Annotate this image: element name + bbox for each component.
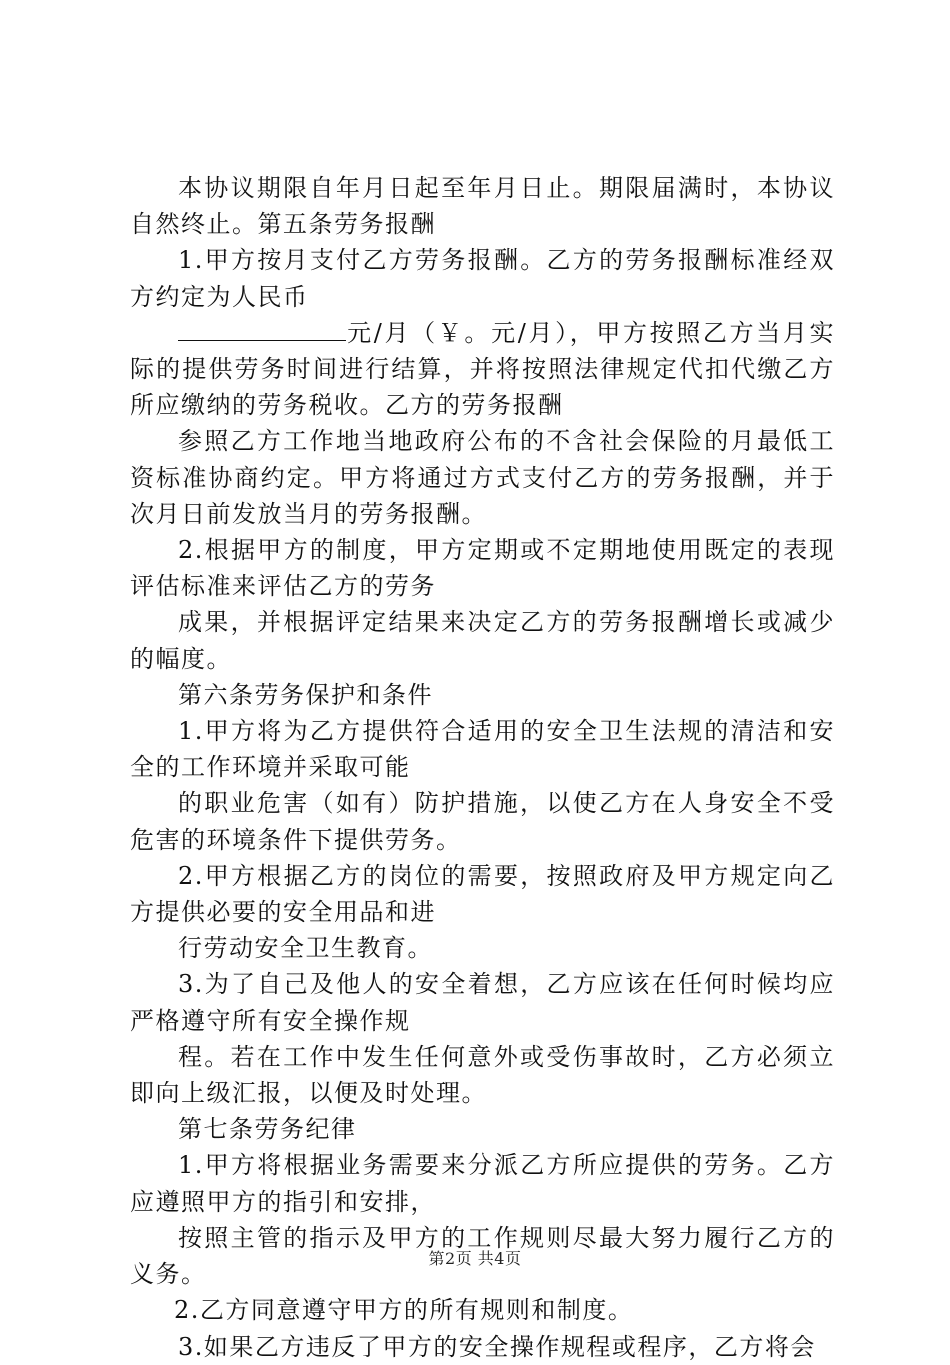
paragraph: 的职业危害（如有）防护措施，以使乙方在人身安全不受危害的环境条件下提供劳务。	[130, 789, 835, 854]
paragraph: 2.甲方根据乙方的岗位的需要，按照政府及甲方规定向乙方提供必要的安全用品和进	[130, 861, 835, 927]
paragraph: 成果，并根据评定结果来决定乙方的劳务报酬增长或减少的幅度。	[130, 608, 835, 673]
paragraph: 1.甲方将为乙方提供符合适用的安全卫生法规的清洁和安全的工作环境并采取可能	[130, 717, 835, 782]
paragraph: 行劳动安全卫生教育。	[178, 934, 433, 963]
section-heading: 第七条劳务纪律	[178, 1115, 357, 1144]
fill-in-blank-line	[178, 320, 346, 341]
paragraph-text: 元/月（￥。元/月），甲方按照乙方当月实际的提供劳务时间进行结算，并将按照法律规定代扣代缴乙方所应缴纳的劳务税收。乙方的劳务报酬	[130, 318, 835, 420]
paragraph: 程。若在工作中发生任何意外或受伤事故时，乙方必须立即向上级汇报，以便及时处理。	[130, 1042, 835, 1108]
paragraph: 2.乙方同意遵守甲方的所有规则和制度。	[174, 1296, 634, 1325]
paragraph: 按照主管的指示及甲方的工作规则尽最大努力履行乙方的义务。	[130, 1223, 835, 1289]
document-body	[130, 170, 835, 1365]
paragraph: 1.甲方按月支付乙方劳务报酬。乙方的劳务报酬标准经双方约定为人民币	[130, 246, 835, 311]
section-heading: 第六条劳务保护和条件	[178, 680, 433, 709]
paragraph-with-blank	[130, 315, 835, 424]
paragraph: 2.根据甲方的制度，甲方定期或不定期地使用既定的表现评估标准来评估乙方的劳务	[130, 536, 835, 601]
paragraph: 参照乙方工作地当地政府公布的不含社会保险的月最低工资标准协商约定。甲方将通过方式支付乙方的劳务报酬，并于次月日前发放当月的劳务报酬。	[130, 427, 835, 528]
paragraph: 3.为了自己及他人的安全着想，乙方应该在任何时候均应严格遵守所有安全操作规	[130, 970, 835, 1035]
paragraph: 1.甲方将根据业务需要来分派乙方所应提供的劳务。乙方应遵照甲方的指引和安排，	[130, 1151, 835, 1216]
paragraph: 3.如果乙方违反了甲方的安全操作规程或程序，乙方将会	[178, 1332, 816, 1361]
page-footer: 第2页 共4页	[428, 1249, 522, 1268]
paragraph: 本协议期限自年月日起至年月日止。期限届满时，本协议自然终止。第五条劳务报酬	[130, 174, 835, 239]
